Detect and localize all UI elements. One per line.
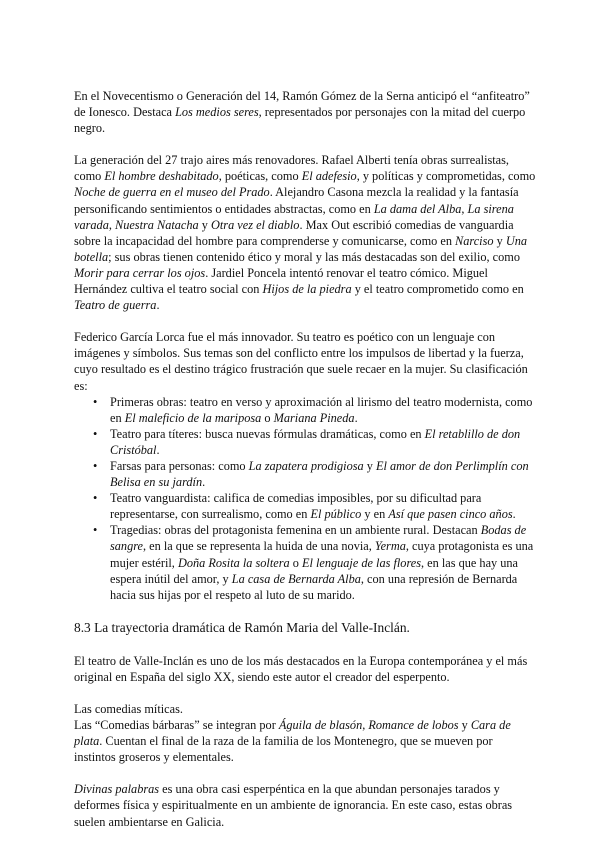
- work-title: El lenguaje de las flores: [301, 555, 422, 570]
- list-item: [110, 490, 536, 522]
- text-run: .: [202, 475, 206, 490]
- work-title: Águila de blasón: [278, 718, 363, 733]
- subsection-title: Las comedias míticas.: [74, 702, 183, 716]
- text-run: ,: [362, 718, 369, 733]
- text-run: La generación del 27 trajo aires más renovadores. Rafael Alberti tenía obras surrealistas, como: [74, 153, 510, 184]
- text-run: , cuya protagonista es una mujer estéril,: [110, 539, 534, 570]
- work-title: Morir para cerrar los ojos: [74, 265, 206, 280]
- work-title: La dama del Alba: [373, 201, 462, 216]
- text-run: , representados por personajes con la mitad del cuerpo negro.: [74, 105, 526, 136]
- paragraph-divinas-palabras: [74, 781, 536, 829]
- work-title: La zapatera prodigiosa: [248, 458, 364, 473]
- work-title: Una botella: [74, 233, 528, 264]
- text-run: Tragedias: obras del protagonista femenina en un ambiente rural. Destacan: [110, 523, 481, 538]
- work-title: Mariana Pineda: [273, 410, 355, 425]
- work-title: La sirena varada: [74, 201, 514, 232]
- section-heading: 8.3 La trayectoria dramática de Ramón Maria del Valle-Inclán.: [74, 619, 410, 635]
- work-title: El público: [310, 507, 362, 522]
- text-run: .: [512, 507, 516, 522]
- text-run: y: [458, 718, 471, 733]
- list-item: [110, 394, 536, 426]
- work-title: El maleficio de la mariposa: [124, 410, 262, 425]
- text-run: ,: [108, 217, 115, 232]
- text-run: .: [156, 442, 160, 457]
- paragraph-comedias-barbaras: [74, 717, 536, 765]
- paragraph-lorca: [74, 329, 536, 393]
- paragraph-gap: [74, 313, 536, 329]
- work-title: La casa de Bernarda Alba: [231, 571, 361, 586]
- text-run: .: [156, 298, 160, 313]
- text-run: , con una represión de Bernarda hacia sus hijas por el respeto al luto de su marido.: [110, 571, 518, 602]
- paragraph-gap: [74, 685, 536, 701]
- work-title: Los medios seres: [175, 105, 259, 120]
- text-run: , poéticas, como: [218, 169, 302, 184]
- text-run: ,: [461, 201, 468, 216]
- work-title: El retablillo de don Cristóbal: [110, 426, 521, 457]
- text-run: o: [289, 555, 302, 570]
- paragraph-gap: [74, 136, 536, 152]
- work-title: Hijos de la piedra: [262, 282, 352, 297]
- work-title: Romance de lobos: [368, 718, 459, 733]
- text-run: . Alejandro Casona mezcla la realidad y la fantasía personificando sentimientos o entidades abstractas, como en: [74, 185, 519, 216]
- work-title: Teatro de guerra: [74, 298, 157, 313]
- text-run: Primeras obras: teatro en verso y aproximación al lirismo del teatro modernista, como en: [110, 394, 533, 425]
- text-run: . Cuentan el final de la raza de la familia de los Montenegro, que se mueven por instintos groseros y elementales.: [74, 734, 493, 765]
- text-run: Teatro para títeres: busca nuevas fórmulas dramáticas, como en: [110, 426, 425, 441]
- paragraph-gap: [74, 603, 536, 619]
- work-title: El hombre deshabitado: [104, 169, 219, 184]
- work-title: Cara de plata: [74, 718, 511, 749]
- paragraph-gap: [74, 765, 536, 781]
- text-run: .: [354, 410, 358, 425]
- document-page: [74, 88, 536, 830]
- text-run: y el teatro comprometido como en: [351, 282, 524, 297]
- list-item: [110, 458, 536, 490]
- text-run: En el Novecentismo o Generación del 14, Ramón Gómez de la Serna anticipó el “anfiteatro” de Ionesco. Destaca: [74, 89, 530, 120]
- text-run: es una obra casi esperpéntica en la que abundan personajes tarados y deformes física y espiritualmente en un ambiente de ignorancia. En este caso, estas obras suelen ambientarse en Galicia.: [74, 782, 513, 829]
- work-title: Divinas palabras: [74, 782, 160, 797]
- text-run: Federico García Lorca fue el más innovador. Su teatro es poético con un lenguaje con imágenes y símbolos. Sus temas son del conflicto entre los impulsos de libertad y la fuerza, cuyo resultado es el destino trágico frustración que suele recaer en la mujer. Su clasificación es:: [74, 330, 528, 393]
- paragraph-generacion-27: [74, 152, 536, 313]
- work-title: El amor de don Perlimplín con Belisa en su jardín: [110, 458, 529, 490]
- work-title: Yerma: [374, 539, 406, 554]
- text-run: , y políticas y comprometidas, como: [356, 169, 536, 184]
- text-run: ; sus obras tienen contenido ético y moral y las más destacadas son del exilio, como: [108, 249, 520, 264]
- work-title: Así que pasen cinco años: [388, 507, 513, 522]
- text-run: o: [261, 410, 274, 425]
- work-title: Bodas de sangre: [110, 523, 527, 554]
- work-title: Noche de guerra en el museo del Prado: [74, 185, 270, 200]
- text-run: . Jardiel Poncela intentó renovar el teatro cómico. Miguel Hernández cultiva el teatro social con: [74, 265, 488, 297]
- paragraph-valle-inclan: [74, 653, 536, 685]
- work-title: Narciso: [455, 233, 494, 248]
- text-run: y: [493, 233, 506, 248]
- text-run: Las “Comedias bárbaras” se integran por: [74, 718, 279, 733]
- text-run: . Max Out escribió comedias de vanguardia sobre la incapacidad del hombre para comprenderse y comunicarse, como en: [74, 217, 514, 248]
- text-run: Teatro vanguardista: califica de comedias imposibles, por su dificultad para representarse, con surrealismo, como en: [110, 491, 482, 522]
- text-run: Farsas para personas: como: [110, 458, 249, 473]
- text-run: y: [198, 217, 211, 232]
- text-run: , en la que se representa la huida de una novia,: [143, 539, 375, 554]
- list-item: [110, 426, 536, 458]
- paragraph-gap: [74, 637, 536, 653]
- text-run: y: [363, 458, 376, 473]
- work-title: Otra vez el diablo: [211, 217, 300, 232]
- text-run: , en las que hay una espera inútil del amor, y: [110, 555, 519, 586]
- lorca-classification-list: [74, 394, 536, 603]
- work-title: Doña Rosita la soltera: [177, 555, 290, 570]
- list-item: [110, 522, 536, 602]
- paragraph-novecentismo: [74, 88, 536, 136]
- text-run: El teatro de Valle-Inclán es uno de los más destacados en la Europa contemporánea y el más original en España del siglo XX, siendo este autor el creador del esperpento.: [74, 653, 528, 684]
- work-title: Nuestra Natacha: [115, 217, 199, 232]
- text-run: y en: [361, 507, 389, 522]
- work-title: El adefesio: [301, 169, 357, 184]
